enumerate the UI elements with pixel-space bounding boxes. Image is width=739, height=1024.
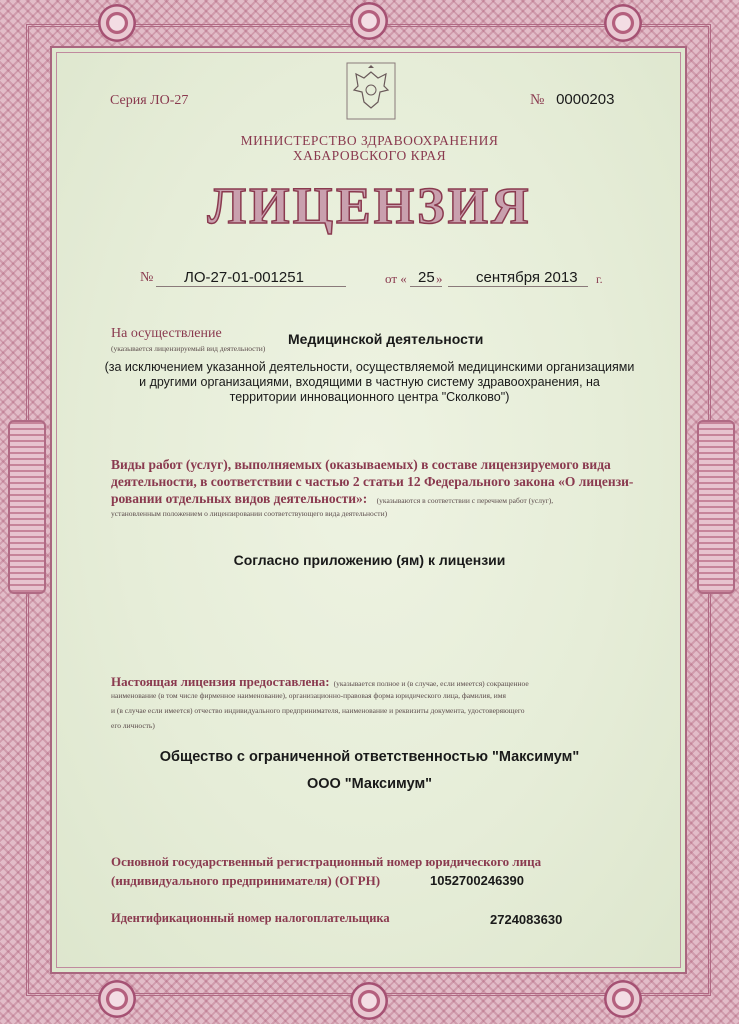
- date-from-label: от «: [385, 271, 407, 286]
- number-value: 0000203: [556, 91, 615, 108]
- activity-hint: (указывается лицензируемый вид деятельности): [111, 344, 266, 353]
- rosette-top-right: [604, 4, 642, 42]
- ogrn-line1: Основной государственный регистрационный номер юридического лица: [111, 854, 542, 869]
- series-value: ЛО-27: [150, 93, 189, 108]
- document-title: ЛИЦЕНЗИЯ: [207, 178, 532, 235]
- works-line3: ровании отдельных видов деятельности»:: [111, 491, 368, 506]
- rosette-bottom-right: [604, 980, 642, 1018]
- rosette-bottom-center: [350, 982, 388, 1020]
- rosette-top-center: [350, 2, 388, 40]
- granted-hint3: и (в случае если имеется) отчество индивидуального предпринимателя, наименование и реквизиты документа, удостоверяющего: [111, 706, 525, 715]
- coat-of-arms-icon: [346, 62, 396, 120]
- activity-exclusion-1: (за исключением указанной деятельности, осуществляемой медицинскими организациями: [104, 360, 635, 374]
- date-day-close: »: [436, 271, 443, 286]
- ogrn-value: 1052700246390: [430, 873, 524, 888]
- ogrn-line2: (индивидуального предпринимателя) (ОГРН): [111, 873, 381, 888]
- works-hint2: установленным положением о лицензировании соответствующего вида деятельности): [111, 509, 388, 518]
- granted-hint2: наименование (в том числе фирменное наименование), организационно-правовая форма юридического лица, фамилия, имя: [111, 691, 506, 700]
- inn-label: Идентификационный номер налогоплательщика: [111, 911, 390, 925]
- granted-label: Настоящая лицензия предоставлена:: [111, 674, 330, 689]
- rosette-top-left: [98, 4, 136, 42]
- granted-hint4: его личность): [111, 721, 155, 730]
- activity-exclusion-3: территории инновационного центра "Сколково"): [229, 390, 510, 404]
- works-value: Согласно приложению (ям) к лицензии: [233, 552, 506, 568]
- license-no-label: №: [140, 270, 154, 285]
- activity-value: Медицинской деятельности: [288, 331, 484, 347]
- granted-hint1: (указывается полное и (в случае, если имеется) сокращенное: [333, 679, 529, 688]
- ministry-line2: ХАБАРОВСКОГО КРАЯ: [292, 148, 447, 163]
- date-day: 25: [418, 269, 435, 286]
- activity-label: На осуществление: [111, 326, 222, 341]
- series-label: Серия: [110, 93, 147, 108]
- date-month-year: сентября 2013: [476, 269, 578, 286]
- ministry-line1: МИНИСТЕРСТВО ЗДРАВООХРАНЕНИЯ: [240, 133, 499, 148]
- inn-value: 2724083630: [490, 912, 563, 927]
- year-suffix: г.: [596, 272, 603, 286]
- works-line2: деятельности, в соответствии с частью 2 статьи 12 Федерального закона «О лицензи-: [111, 474, 634, 489]
- rosette-bottom-left: [98, 980, 136, 1018]
- number-label: №: [530, 92, 545, 108]
- activity-exclusion-2: и другими организациями, входящими в частную систему здравоохранения, на: [139, 375, 600, 389]
- works-hint1: (указываются в соответствии с перечнем работ (услуг),: [376, 496, 554, 505]
- granted-full-name: Общество с ограниченной ответственностью "Максимум": [159, 749, 580, 765]
- granted-short-name: ООО "Максимум": [306, 776, 433, 792]
- license-no-value: ЛО-27-01-001251: [184, 269, 304, 286]
- works-line1: Виды работ (услуг), выполняемых (оказываемых) в составе лицензируемого вида: [111, 457, 611, 472]
